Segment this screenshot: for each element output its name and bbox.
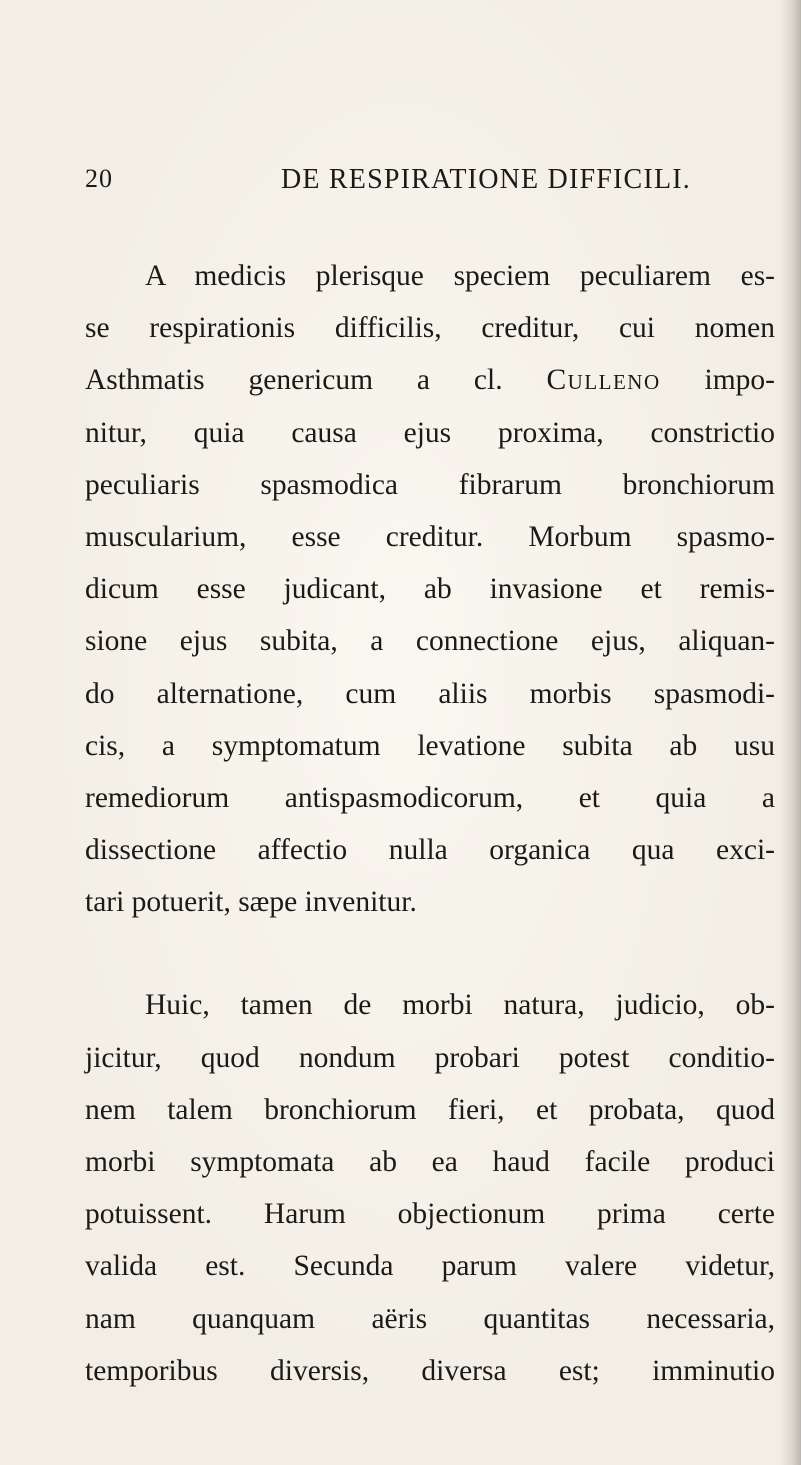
text-line: dicum esse judicant, ab invasione et remis- [85, 573, 775, 606]
paragraph-1 [85, 250, 775, 928]
running-title: DE RESPIRATIONE DIFFICILI. [281, 164, 691, 195]
page-number: 20 [85, 164, 113, 193]
text-line: potuissent. Harum objectionum prima certe [85, 1198, 775, 1231]
text-line: remediorum antispasmodicorum, et quia a [85, 781, 775, 814]
text-line: nam quanquam aëris quantitas necessaria, [85, 1302, 775, 1335]
text-line: morbi symptomata ab ea haud facile produci [85, 1146, 775, 1178]
text-line: cis, a symptomatum levatione subita ab usu [85, 729, 775, 762]
paragraph-spacer [85, 928, 775, 979]
text-line: sione ejus subita, a connectione ejus, aliquan- [85, 625, 775, 658]
author-name-smallcaps: Culleno [546, 364, 661, 397]
text-line: nem talem bronchiorum fieri, et probata, quod [85, 1093, 775, 1126]
text-line: valida est. Secunda parum valere videtur, [85, 1250, 775, 1283]
text-line: se respirationis difficilis, creditur, cui nomen [85, 312, 775, 345]
text-line: tari potuerit, sæpe invenitur. [85, 886, 417, 919]
text-line: Asthmatis genericum a cl. Culleno impo- [85, 364, 776, 397]
text-line: peculiaris spasmodica fibrarum bronchiorum [85, 468, 775, 501]
text-line: A medicis plerisque speciem peculiarem es- [145, 260, 775, 292]
text-line: do alternatione, cum aliis morbis spasmodi- [85, 677, 775, 710]
text-line: jicitur, quod nondum probari potest conditio- [85, 1041, 775, 1074]
text-line: dissectione affectio nulla organica qua exci- [85, 834, 775, 867]
text-line: Huic, tamen de morbi natura, judicio, ob- [145, 989, 775, 1022]
page-edge-shadow [779, 0, 801, 1465]
body-text [85, 250, 775, 1397]
paragraph-2 [85, 979, 775, 1397]
text-line: nitur, quia causa ejus proxima, constrictio [85, 416, 775, 449]
text-line: temporibus diversis, diversa est; imminutio [85, 1354, 775, 1387]
text-line: muscularium, esse creditur. Morbum spasmo- [85, 520, 775, 553]
running-header [85, 164, 775, 204]
